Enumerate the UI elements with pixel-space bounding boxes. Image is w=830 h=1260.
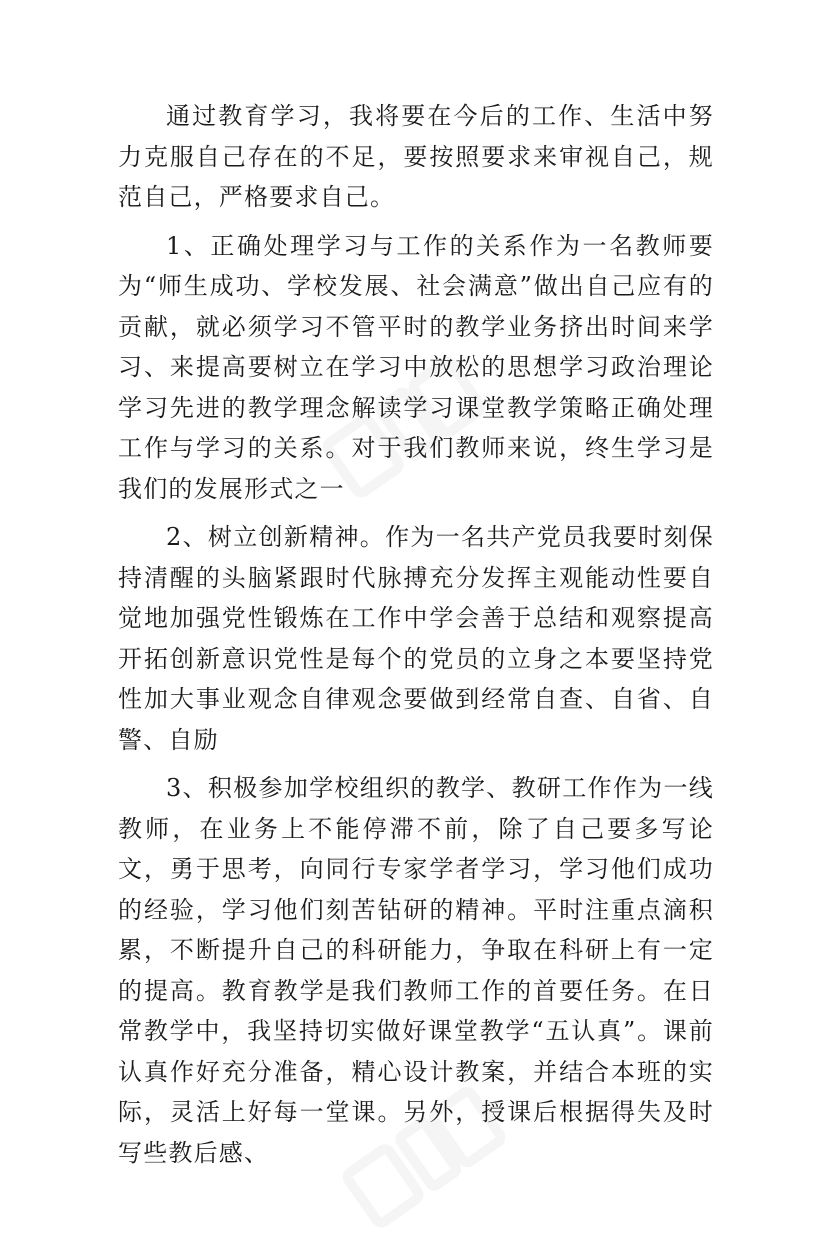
paragraph-intro: 通过教育学习，我将要在今后的工作、生活中努力克服自己存在的不足，要按照要求来审视自己，规范自己，严格要求自己。 (118, 102, 714, 211)
paragraph-item-3: 3、积极参加学校组织的教学、教研工作作为一线教师，在业务上不能停滞不前，除了自己要多写论文，勇于思考，向同行专家学者学习，学习他们成功的经验，学习他们刻苦钻研的精神。平时注重点滴积累，不断提升自己的科研能力，争取在科研上有一定的提高。教育教学是我们教师工作的首要任务。在日常教学中，我坚持切实做好课堂教学“五认真”。课前认真作好充分准备，精心设计教案，并结合本班的实际，灵活上好每一堂课。另外，授课后根据得失及时写些教后感、 (118, 774, 714, 1167)
document-body (118, 96, 714, 1181)
paragraph-item-1: 1、正确处理学习与工作的关系作为一名教师要为“师生成功、学校发展、社会满意”做出自己应有的贡献，就必须学习不管平时的教学业务挤出时间来学习、来提高要树立在学习中放松的思想学习政治理论学习先进的教学理念解读学习课堂教学策略正确处理工作与学习的关系。对于我们教师来说，终生学习是我们的发展形式之一 (118, 231, 714, 503)
paragraph-item-2: 2、树立创新精神。作为一名共产党员我要时刻保持清醒的头脑紧跟时代脉搏充分发挥主观能动性要自觉地加强党性锻炼在工作中学会善于总结和观察提高开拓创新意识党性是每个的党员的立身之本要坚持党性加大事业观念自律观念要做到经常自查、自省、自警、自励 (118, 523, 714, 754)
